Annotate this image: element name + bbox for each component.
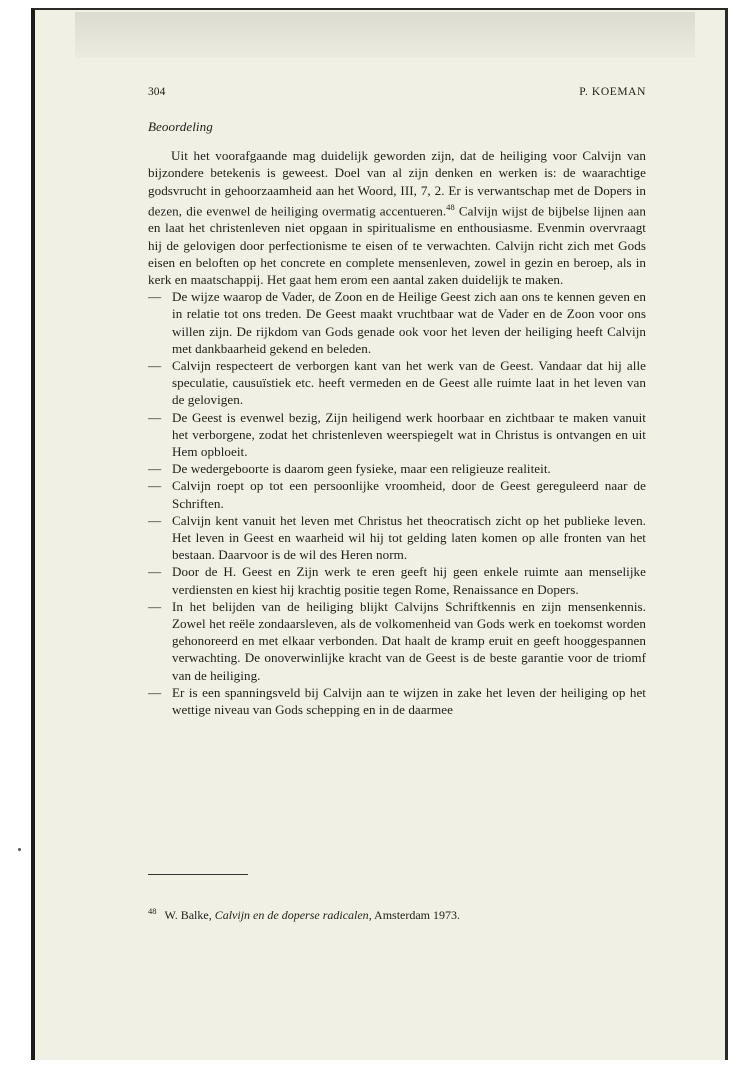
list-item-text: Calvijn respecteert de verborgen kant van het werk van de Geest. Vandaar dat hij alle speculatie, causuïstiek etc. heeft vermeden en de Geest alle ruimte laat in het leven van de gelovigen. bbox=[172, 358, 646, 408]
intro-text-cont: Calvijn wijst de bijbelse lijnen aan en laat het christenleven niet opgaan in spiritualisme en enthousiasme. Evenmin overvraagt hij de gelovigen door perfectionisme te eisen of te verwachten. Calvijn richt zich met Gods eisen en beloften op het concrete en complete mensenleven, zowel in gezin en beroep, als in kerk en maatschappij. Het gaat hem erom een aantal zaken duidelijk te maken. bbox=[148, 203, 646, 287]
list-item-text: In het belijden van de heiliging blijkt Calvijns Schriftkennis en zijn mensenkennis. Zowel het reële zondaarsleven, als de volkomenheid van Gods werk en toekomst worden gehonoreerd en met elkaar verbonden. Dat haalt de kramp eruit en geeft hooggespannen verwachting. De onoverwinlijke kracht van de Geest is de beste garantie voor de triomf van de heiliging. bbox=[172, 598, 646, 683]
list-item-text: Door de H. Geest en Zijn werk te eren geeft hij geen enkele ruimte aan menselijke verdiensten en kiest hij krachtig positie tegen Rome, Renaissance en Dopers. bbox=[172, 564, 646, 597]
list-item-text: Er is een spanningsveld bij Calvijn aan te wijzen in zake het leven der heiliging op het wettige niveau van Gods schepping en in de daarmee bbox=[172, 684, 646, 718]
scan-speck bbox=[18, 848, 21, 851]
dash-marker: — bbox=[148, 358, 162, 373]
dash-marker: — bbox=[148, 598, 162, 614]
dash-marker: — bbox=[148, 461, 162, 477]
list-item bbox=[148, 357, 646, 409]
list-item bbox=[148, 477, 646, 511]
footnote-rest: , Amsterdam 1973. bbox=[368, 908, 461, 922]
footnote-title: Calvijn en de doperse radicalen bbox=[214, 908, 369, 922]
dash-marker: — bbox=[148, 289, 162, 305]
list-item-text: De wedergeboorte is daarom geen fysieke, maar een religieuze realiteit. bbox=[172, 461, 551, 477]
list-item bbox=[148, 684, 646, 718]
list-item bbox=[148, 409, 646, 461]
scan-smudge bbox=[75, 12, 695, 58]
footnote-rule bbox=[148, 874, 248, 875]
running-head: P. KOEMAN bbox=[579, 86, 646, 98]
page-body bbox=[148, 84, 646, 718]
dash-marker: — bbox=[148, 512, 162, 528]
list-item-text: Calvijn roept op tot een persoonlijke vroomheid, door de Geest gereguleerd naar de Schriften. bbox=[172, 478, 646, 511]
intro-text: Uit het voorafgaande mag duidelijk geworden zijn, dat de heiliging voor Calvijn van bijzondere betekenis is geweest. Doel van al zijn denken en werken is: de waarachtige godsvrucht in gehoorzaamheid aan het Woord, III, 7, 2. Er is verwantschap met de Dopers in dezen, die evenwel de heiliging overmatig accentueren. bbox=[148, 148, 646, 219]
list-item bbox=[148, 460, 646, 477]
page-header bbox=[148, 84, 646, 102]
page-number: 304 bbox=[148, 86, 166, 98]
list-item-text: Calvijn kent vanuit het leven met Christus het theocratisch zicht op het publieke leven. Het leven in Geest en waarheid wil hij tot gelding laten komen op alle fronten van het bestaan. Daarvoor is de wil des Heren norm. bbox=[172, 512, 646, 563]
list-item bbox=[148, 563, 646, 597]
list-item bbox=[148, 288, 646, 357]
footnote-author: W. Balke, bbox=[164, 908, 215, 922]
intro-paragraph bbox=[148, 147, 646, 288]
point-list bbox=[148, 288, 646, 718]
list-item-text: De wijze waarop de Vader, de Zoon en de Heilige Geest zich aan ons te kennen geven en in relatie tot ons treden. De Geest maakt vruchtbaar wat de Vader en de Zoon voor ons willen zijn. De rijkdom van Gods genade ook voor het leven der heiliging heeft Calvijn met dankbaarheid gekend en beleden. bbox=[172, 289, 646, 356]
list-item-text: De Geest is evenwel bezig, Zijn heiligend werk hoorbaar en zichtbaar te maken vanuit het verborgene, zodat het christenleven weerspiegelt wat in Christus is ontvangen en uit Hem opbloeit. bbox=[172, 409, 646, 460]
dash-marker: — bbox=[148, 564, 162, 580]
list-item bbox=[148, 512, 646, 564]
footnote bbox=[148, 906, 646, 923]
footnote-number: 48 bbox=[148, 906, 157, 916]
footnote-reference[interactable]: 48 bbox=[446, 201, 455, 212]
list-item bbox=[148, 598, 646, 684]
dash-marker: — bbox=[148, 478, 162, 494]
dash-marker: — bbox=[148, 409, 162, 425]
section-title: Beoordeling bbox=[148, 119, 213, 134]
dash-marker: — bbox=[148, 684, 162, 700]
